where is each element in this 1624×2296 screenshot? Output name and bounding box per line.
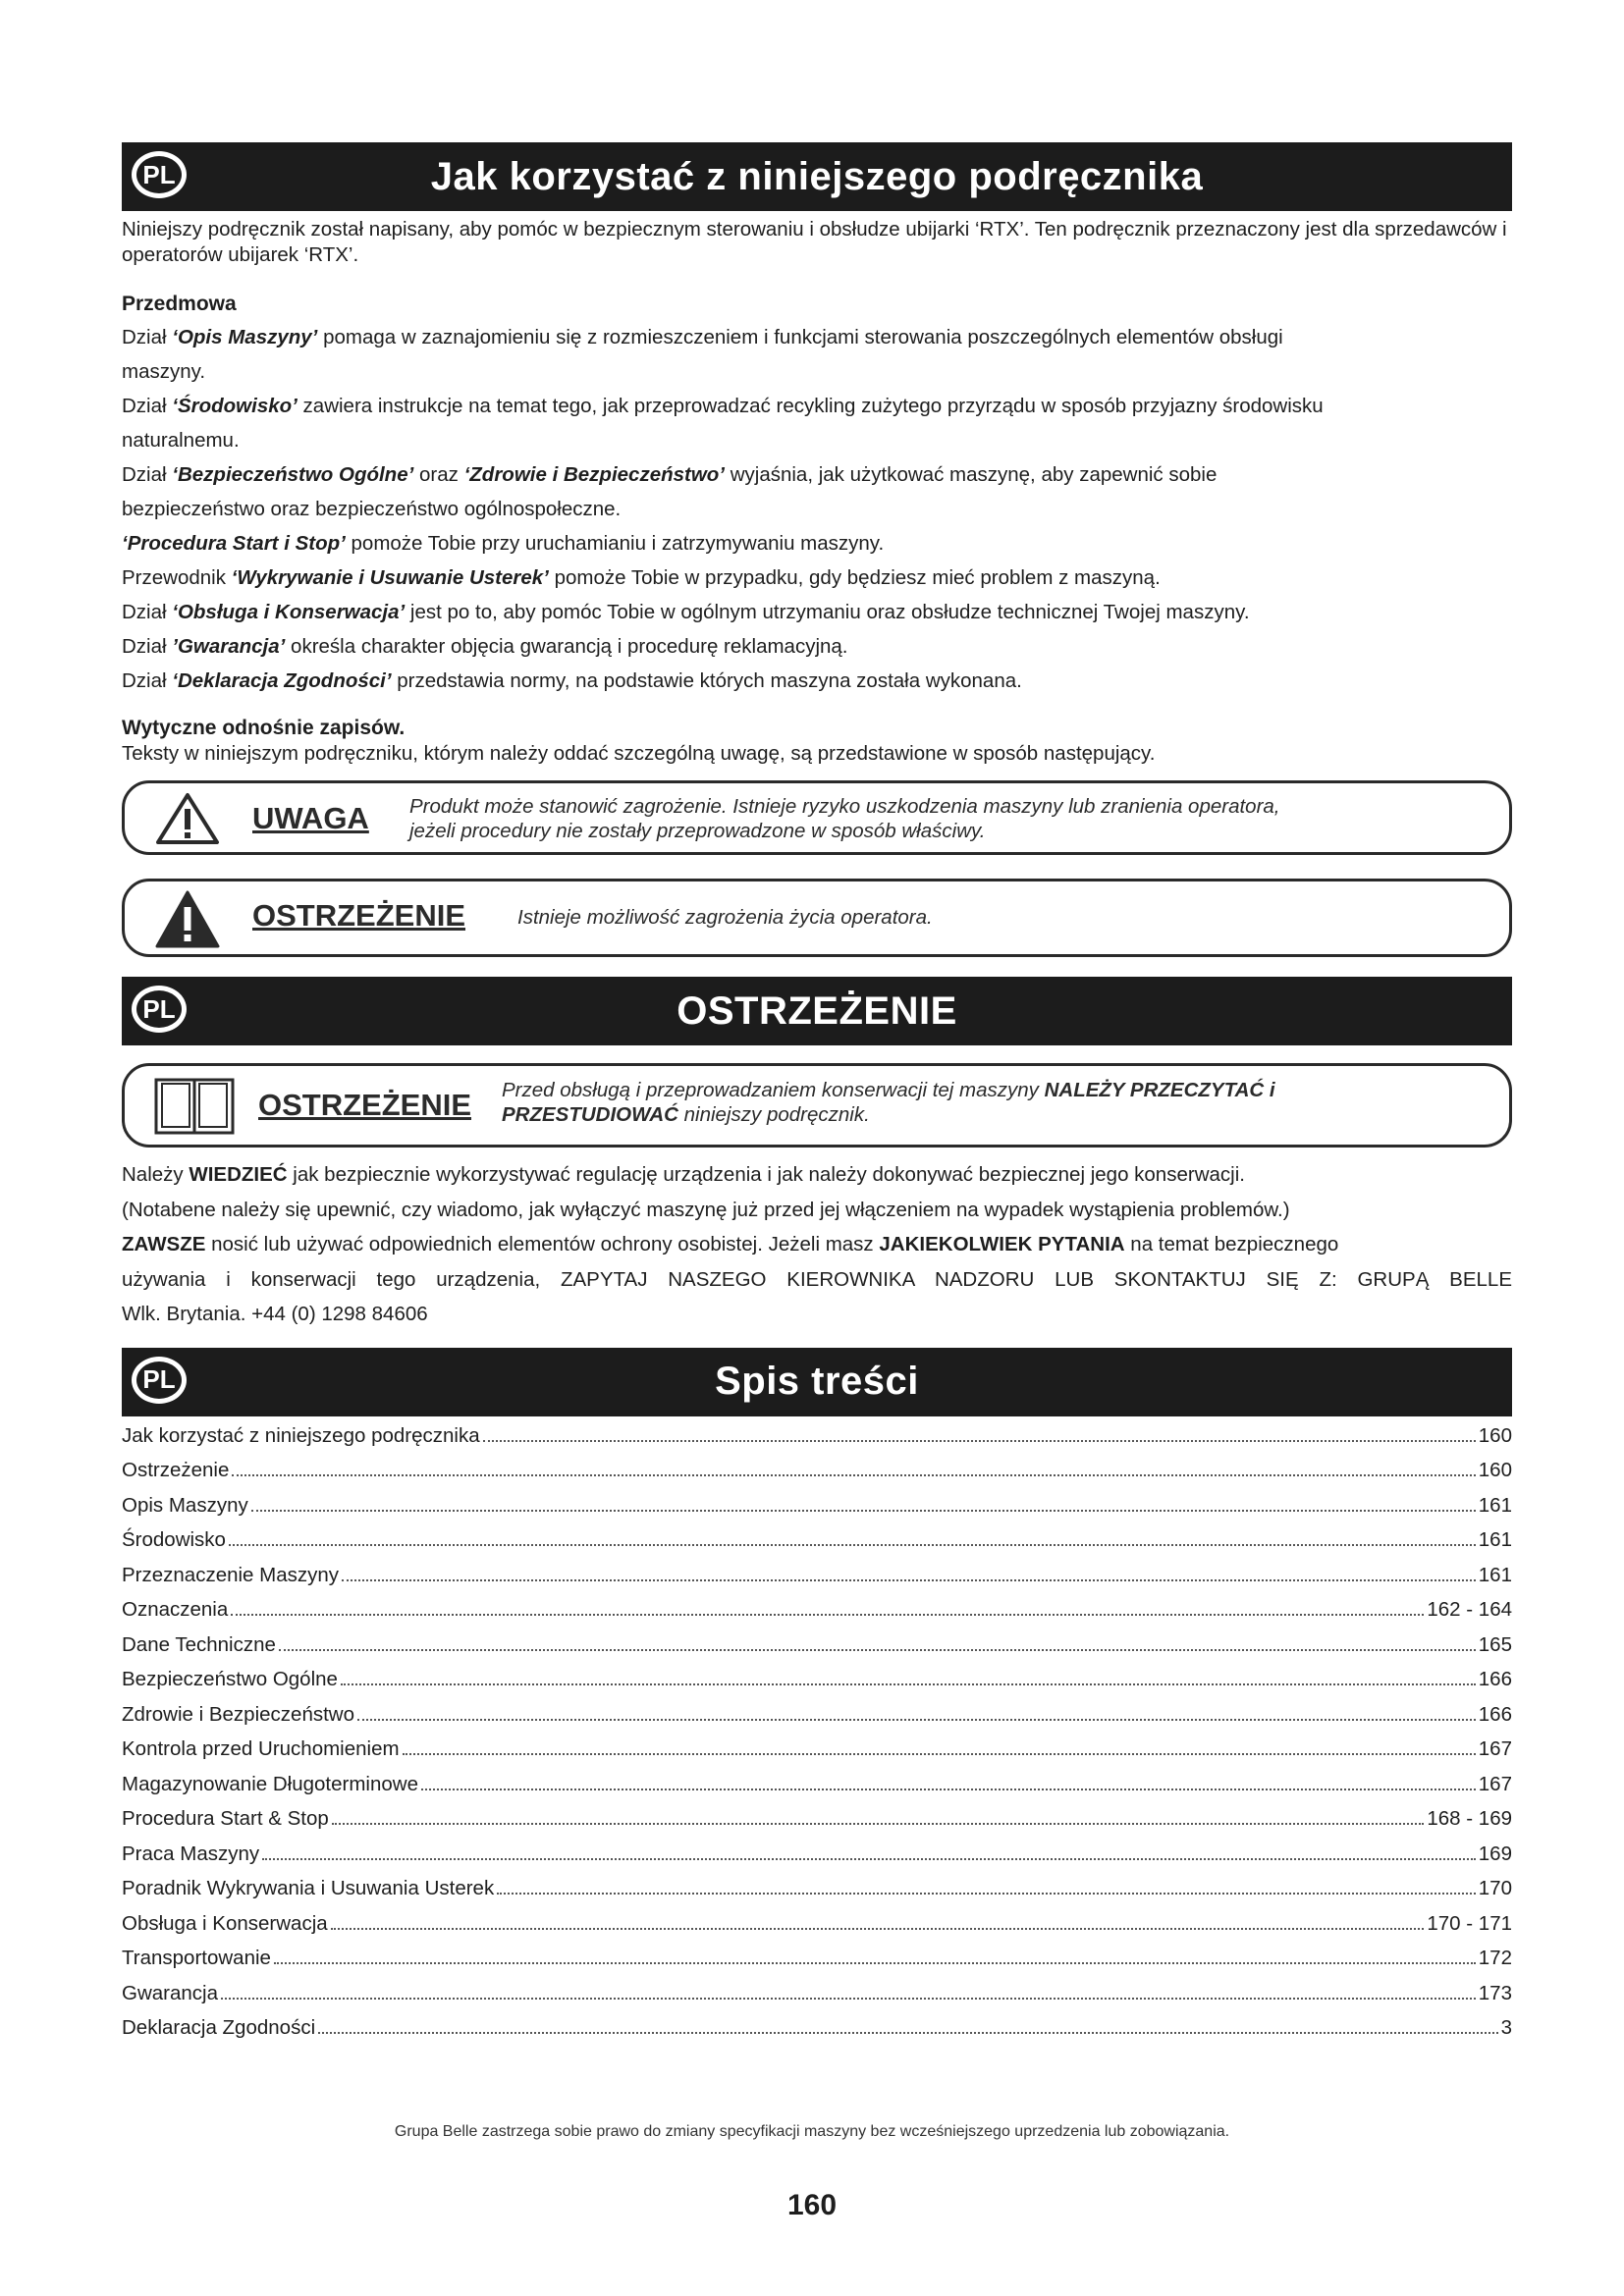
- manual-page: [122, 142, 1512, 2052]
- page-number: 160: [786, 2189, 838, 2221]
- preface-heading: Przedmowa: [122, 293, 237, 315]
- toc-leader-dots: [232, 1474, 1475, 1476]
- read-manual-line: Przed obsługą i przeprowadzaniem konserwacji tej maszyny NALEŻY PRZECZYTAĆ i: [502, 1079, 1275, 1101]
- toc-entry: [122, 1947, 1512, 1982]
- toc-leader-dots: [331, 1928, 1425, 1930]
- caution-line: Produkt może stanowić zagrożenie. Istnieje ryzyko uszkodzenia maszyny lub zranienia operatora,: [409, 795, 1280, 818]
- toc-entry-page: 167: [1478, 1737, 1512, 1760]
- preface-line: Dział ‘Środowisko’ zawiera instrukcje na temat tego, jak przeprowadzać recykling zużytego przyrządu w sposób przyjazny środowisku: [122, 395, 1324, 417]
- read-manual-description: [502, 1078, 1275, 1127]
- toc-entry-title: Magazynowanie Długoterminowe: [122, 1772, 418, 1795]
- read-manual-line: PRZESTUDIOWAĆ niniejszy podręcznik.: [502, 1103, 870, 1126]
- toc-entry-title: Jak korzystać z niniejszego podręcznika: [122, 1423, 480, 1447]
- toc-entry-title: Transportowanie: [122, 1947, 271, 1969]
- danger-description: Istnieje możliwość zagrożenia życia operatora.: [517, 906, 933, 929]
- open-book-icon: [150, 1074, 239, 1139]
- section-banner-how-to-use: [122, 142, 1512, 211]
- toc-leader-dots: [357, 1719, 1476, 1721]
- guidelines-text: Teksty w niniejszym podręczniku, którym należy oddać szczególną uwagę, są przedstawione w sposób następujący.: [122, 742, 1156, 765]
- warning-paragraph: ZAWSZE nosić lub używać odpowiednich elementów ochrony osobistej. Jeżeli masz JAKIEKOLWIEK PYTANIA na temat bezpiecznego: [122, 1233, 1339, 1255]
- preface-line: Dział ‘Obsługa i Konserwacja’ jest po to, aby pomóc Tobie w ogólnym utrzymaniu oraz obsłudze technicznej Twojej maszyny.: [122, 601, 1250, 623]
- toc-entry: [122, 1494, 1512, 1529]
- toc-entry-title: Dane Techniczne: [122, 1632, 276, 1656]
- toc-entry-title: Deklaracja Zgodności: [122, 2016, 316, 2039]
- preface-line: ‘Procedura Start i Stop’ pomoże Tobie przy uruchamianiu i zatrzymywaniu maszyny.: [122, 532, 885, 555]
- guidelines-heading: Wytyczne odnośnie zapisów.: [122, 717, 406, 739]
- warning-paragraph: Wlk. Brytania. +44 (0) 1298 84606: [122, 1303, 428, 1325]
- caution-label: UWAGA: [252, 801, 369, 835]
- banner-title: Spis treści: [715, 1360, 919, 1403]
- toc-entry-page: 173: [1478, 1981, 1512, 2004]
- table-of-contents: [122, 1424, 1512, 2052]
- toc-entry-page: 170: [1478, 1877, 1512, 1899]
- toc-entry-page: 167: [1478, 1772, 1512, 1795]
- toc-entry: [122, 1773, 1512, 1808]
- pl-language-badge: PL: [132, 986, 187, 1033]
- toc-entry-title: Praca Maszyny: [122, 1842, 260, 1865]
- toc-entry: [122, 1982, 1512, 2017]
- danger-triangle-icon: [154, 889, 221, 950]
- toc-entry: [122, 1737, 1512, 1773]
- footer-disclaimer: Grupa Belle zastrzega sobie prawo do zmiany specyfikacji maszyny bez wcześniejszego uprzedzenia lub zobowiązania.: [394, 2123, 1230, 2140]
- toc-entry-title: Gwarancja: [122, 1981, 218, 2004]
- banner-title: Jak korzystać z niniejszego podręcznika: [430, 154, 1204, 198]
- preface-line: Przewodnik ‘Wykrywanie i Usuwanie Usterek’ pomoże Tobie w przypadku, gdy będziesz mieć problem z maszyną.: [122, 566, 1161, 589]
- banner-title: OSTRZEŻENIE: [677, 988, 957, 1033]
- toc-entry-page: 160: [1478, 1459, 1512, 1481]
- read-manual-callout: [122, 1063, 1512, 1148]
- warning-paragraph: (Notabene należy się upewnić, czy wiadomo, jak wyłączyć maszynę już przed jej włączeniem na wypadek wystąpienia problemów.): [122, 1198, 1290, 1221]
- toc-entry: [122, 1912, 1512, 1948]
- toc-entry: [122, 1459, 1512, 1494]
- toc-leader-dots: [231, 1614, 1424, 1616]
- pl-language-badge: PL: [132, 1357, 187, 1404]
- toc-entry-page: 166: [1478, 1668, 1512, 1690]
- toc-entry: [122, 1424, 1512, 1460]
- danger-callout: [122, 879, 1512, 957]
- toc-entry-title: Bezpieczeństwo Ogólne: [122, 1668, 338, 1690]
- preface-line: Dział ‘Deklaracja Zgodności’ przedstawia normy, na podstawie których maszyna została wykonana.: [122, 669, 1022, 692]
- toc-leader-dots: [403, 1753, 1476, 1755]
- toc-entry-page: 170 - 171: [1427, 1911, 1512, 1935]
- section-banner-contents: [122, 1348, 1512, 1416]
- caution-triangle-icon: [154, 791, 221, 846]
- toc-entry: [122, 1703, 1512, 1738]
- toc-entry-page: 166: [1478, 1702, 1512, 1726]
- danger-label: OSTRZEŻENIE: [252, 898, 466, 933]
- toc-entry-title: Przeznaczenie Maszyny: [122, 1563, 340, 1586]
- toc-entry: [122, 1842, 1512, 1878]
- toc-leader-dots: [341, 1683, 1476, 1685]
- section-banner-warning: [122, 977, 1512, 1045]
- toc-leader-dots: [421, 1789, 1476, 1790]
- caution-callout: [122, 780, 1512, 855]
- toc-entry-page: 162 - 164: [1427, 1598, 1512, 1621]
- toc-entry-title: Oznaczenia: [122, 1598, 229, 1621]
- intro-paragraph: Niniejszy podręcznik został napisany, aby pomóc w bezpiecznym sterowaniu i obsłudze ubijarki ‘RTX’. Ten podręcznik przeznaczony jest dla sprzedawców i operatorów ubijarek ‘RTX’.: [122, 218, 1507, 266]
- preface-line: Dział ’Gwarancja’ określa charakter objęcia gwarancją i procedurę reklamacyjną.: [122, 635, 848, 658]
- toc-leader-dots: [229, 1544, 1476, 1546]
- toc-entry: [122, 1528, 1512, 1564]
- toc-entry-title: Opis Maszyny: [122, 1493, 248, 1517]
- toc-leader-dots: [262, 1858, 1476, 1860]
- toc-leader-dots: [221, 1998, 1476, 2000]
- caution-description: [409, 794, 1280, 843]
- toc-leader-dots: [274, 1962, 1476, 1964]
- toc-entry-page: 172: [1478, 1947, 1512, 1969]
- toc-entry-page: 161: [1478, 1528, 1512, 1551]
- warning-paragraph: używania i konserwacji tego urządzenia, ZAPYTAJ NASZEGO KIEROWNIKA NADZORU LUB SKONTAKTUJ SIĘ Z: GRUPĄ BELLE: [122, 1267, 1512, 1291]
- toc-entry: [122, 2016, 1512, 2052]
- toc-leader-dots: [318, 2032, 1497, 2034]
- toc-leader-dots: [497, 1893, 1476, 1895]
- toc-leader-dots: [332, 1823, 1425, 1825]
- preface-line: naturalnemu.: [122, 429, 240, 452]
- caution-line: jeżeli procedury nie zostały przeprowadzone w sposób właściwy.: [409, 820, 986, 842]
- toc-entry-page: 3: [1500, 2016, 1512, 2039]
- preface-line: Dział ‘Bezpieczeństwo Ogólne’ oraz ‘Zdrowie i Bezpieczeństwo’ wyjaśnia, jak użytkować maszynę, aby zapewnić sobie: [122, 463, 1218, 486]
- toc-entry: [122, 1807, 1512, 1842]
- toc-entry-title: Ostrzeżenie: [122, 1459, 230, 1481]
- preface-line: maszyny.: [122, 360, 206, 383]
- toc-entry-title: Procedura Start & Stop: [122, 1807, 329, 1830]
- toc-entry-page: 169: [1478, 1842, 1512, 1865]
- pl-language-badge: PL: [132, 151, 187, 198]
- toc-entry: [122, 1877, 1512, 1912]
- toc-leader-dots: [251, 1510, 1476, 1512]
- toc-entry-page: 160: [1478, 1423, 1512, 1447]
- preface-line: Dział ‘Opis Maszyny’ pomaga w zaznajomieniu się z rozmieszczeniem i funkcjami sterowania poszczególnych elementów obsługi: [122, 326, 1283, 348]
- toc-entry-title: Kontrola przed Uruchomieniem: [122, 1737, 400, 1760]
- toc-leader-dots: [483, 1440, 1476, 1442]
- toc-leader-dots: [342, 1579, 1476, 1581]
- toc-entry: [122, 1564, 1512, 1599]
- toc-entry-title: Środowisko: [122, 1528, 226, 1551]
- toc-entry-page: 165: [1478, 1632, 1512, 1656]
- toc-entry-title: Zdrowie i Bezpieczeństwo: [122, 1702, 354, 1726]
- toc-entry: [122, 1668, 1512, 1703]
- toc-entry: [122, 1633, 1512, 1669]
- toc-entry: [122, 1598, 1512, 1633]
- preface-list: [122, 320, 1512, 698]
- preface-line: bezpieczeństwo oraz bezpieczeństwo ogólnospołeczne.: [122, 498, 622, 520]
- toc-entry-title: Poradnik Wykrywania i Usuwania Usterek: [122, 1877, 495, 1899]
- warning-body: [122, 1157, 1512, 1332]
- toc-entry-page: 161: [1478, 1493, 1512, 1517]
- toc-entry-title: Obsługa i Konserwacja: [122, 1911, 328, 1935]
- toc-entry-page: 161: [1478, 1563, 1512, 1586]
- warning-paragraph: Należy WIEDZIEĆ jak bezpiecznie wykorzystywać regulację urządzenia i jak należy dokonywać bezpiecznej jego konserwacji.: [122, 1163, 1245, 1186]
- toc-entry-page: 168 - 169: [1427, 1807, 1512, 1830]
- toc-leader-dots: [279, 1649, 1476, 1651]
- read-manual-label: OSTRZEŻENIE: [258, 1088, 472, 1122]
